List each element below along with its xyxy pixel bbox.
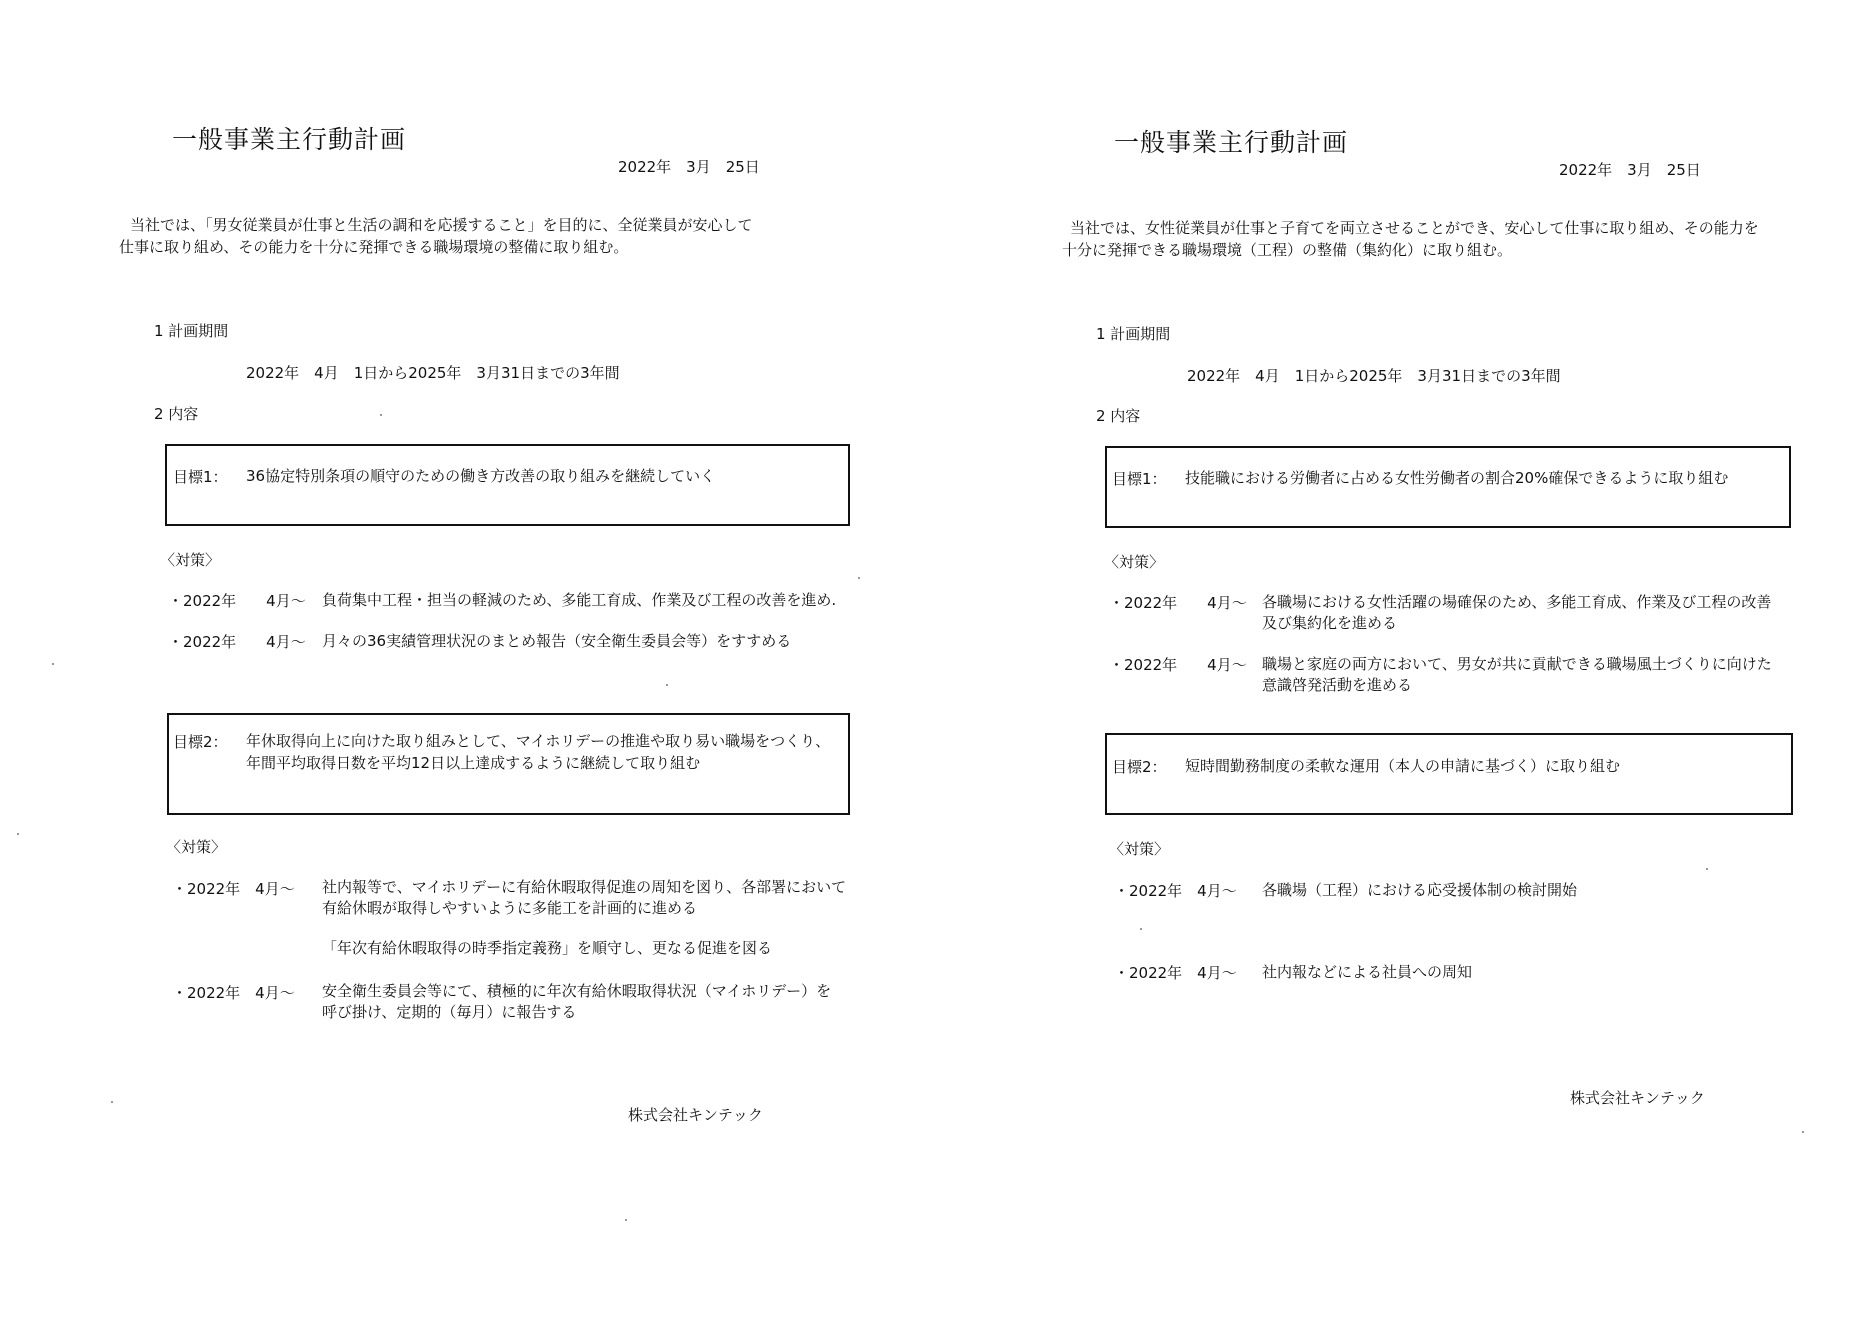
measure-1-1-text-line-1: 負荷集中工程・担当の軽減のため、多能工育成、作業及び工程の改善を進め. xyxy=(322,591,837,609)
measure-2-3-text-line-2: 呼び掛け、定期的（毎月）に報告する xyxy=(322,1003,577,1021)
scan-speck xyxy=(380,414,382,416)
measure-2-1-date: ・2022年 4月～ xyxy=(1114,882,1237,900)
goal-1-text-line-1: 36協定特別条項の順守のための働き方改善の取り組みを継続していく xyxy=(246,467,716,485)
scan-speck xyxy=(1802,1131,1804,1133)
measures-1-heading: 〈対策〉 xyxy=(1104,553,1165,571)
goal-2-box xyxy=(1105,733,1793,815)
measure-1-1-text-line-2: 及び集約化を進める xyxy=(1262,614,1398,632)
measure-1-2-text-line-1: 月々の36実績管理状況のまとめ報告（安全衛生委員会等）をすすめる xyxy=(322,632,792,650)
goal-1-box xyxy=(165,444,850,526)
scan-speck xyxy=(858,577,860,579)
measures-1-heading: 〈対策〉 xyxy=(160,551,221,569)
measure-1-2-date: ・2022年 4月～ xyxy=(168,633,306,651)
goal-1-text-line-1: 技能職における労働者に占める女性労働者の割合20%確保できるように取り組む xyxy=(1185,469,1729,487)
right-page xyxy=(938,0,1876,1326)
measure-2-1-text-line-2: 有給休暇が取得しやすいように多能工を計画的に進める xyxy=(322,899,698,917)
period-heading: 1 計画期間 xyxy=(154,322,229,340)
measure-1-2-text-line-1: 職場と家庭の両方において、男女が共に貢献できる職場風土づくりに向けた xyxy=(1262,655,1772,673)
measures-2-heading: 〈対策〉 xyxy=(1109,840,1170,858)
scan-speck xyxy=(625,1219,627,1221)
measure-1-1-text-line-1: 各職場における女性活躍の場確保のため、多能工育成、作業及び工程の改善 xyxy=(1262,593,1772,611)
period-text: 2022年 4月 1日から2025年 3月31日までの3年間 xyxy=(1187,367,1561,385)
measure-2-2-date: ・2022年 4月～ xyxy=(1114,964,1237,982)
goal-2-label: 目標2： xyxy=(173,733,228,751)
goal-2-text-line-2: 年間平均取得日数を平均12日以上達成するように継続して取り組む xyxy=(246,754,701,772)
content-heading: 2 内容 xyxy=(1096,407,1141,425)
intro-line-1: 当社では、「男女従業員が仕事と生活の調和を応援すること」を目的に、全従業員が安心して xyxy=(130,216,753,234)
measure-1-2-date: ・2022年 4月～ xyxy=(1109,656,1247,674)
intro-line-2: 十分に発揮できる職場環境（工程）の整備（集約化）に取り組む。 xyxy=(1062,241,1513,259)
document-date: 2022年 3月 25日 xyxy=(1559,161,1701,179)
scan-speck xyxy=(52,663,54,665)
intro-line-1: 当社では、女性従業員が仕事と子育てを両立させることができ、安心して仕事に取り組め、その能力を xyxy=(1070,219,1759,237)
measure-2-1-date: ・2022年 4月～ xyxy=(172,880,295,898)
measure-2-3-date: ・2022年 4月～ xyxy=(172,984,295,1002)
company-name: 株式会社キンテック xyxy=(1570,1089,1705,1107)
measures-2-heading: 〈対策〉 xyxy=(166,838,227,856)
measure-2-2-text-line-1: 社内報などによる社員への周知 xyxy=(1262,963,1473,981)
page-title: 一般事業主行動計画 xyxy=(1114,128,1349,157)
measure-1-2-text-line-2: 意識啓発活動を進める xyxy=(1262,676,1413,694)
scan-speck xyxy=(17,833,19,835)
period-text: 2022年 4月 1日から2025年 3月31日までの3年間 xyxy=(246,364,620,382)
goal-2-text-line-1: 短時間勤務制度の柔軟な運用（本人の申請に基づく）に取り組む xyxy=(1185,757,1621,775)
measure-2-2-text-line-1: 「年次有給休暇取得の時季指定義務」を順守し、更なる促進を図る xyxy=(322,939,773,957)
goal-1-label: 目標1： xyxy=(173,468,228,486)
company-name: 株式会社キンテック xyxy=(628,1106,763,1124)
scan-speck xyxy=(111,1101,113,1103)
measure-2-1-text-line-1: 各職場（工程）における応受援体制の検討開始 xyxy=(1262,881,1578,899)
measure-2-1-text-line-1: 社内報等で、マイホリデーに有給休暇取得促進の周知を図り、各部署において xyxy=(322,878,847,896)
goal-2-text-line-1: 年休取得向上に向けた取り組みとして、マイホリデーの推進や取り易い職場をつくり、 xyxy=(246,732,831,750)
scan-speck xyxy=(1140,928,1142,930)
period-heading: 1 計画期間 xyxy=(1096,325,1171,343)
document-date: 2022年 3月 25日 xyxy=(618,158,760,176)
content-heading: 2 内容 xyxy=(154,405,199,423)
page-title: 一般事業主行動計画 xyxy=(172,125,407,154)
measure-1-1-date: ・2022年 4月～ xyxy=(168,592,306,610)
scan-speck xyxy=(666,684,668,686)
scan-speck xyxy=(1706,868,1708,870)
goal-1-box xyxy=(1105,446,1791,528)
intro-line-2: 仕事に取り組め、その能力を十分に発揮できる職場環境の整備に取り組む。 xyxy=(119,238,629,256)
goal-2-box xyxy=(167,713,850,815)
goal-1-label: 目標1： xyxy=(1112,470,1167,488)
measure-2-3-text-line-1: 安全衛生委員会等にて、積極的に年次有給休暇取得状況（マイホリデー）を xyxy=(322,982,832,1000)
goal-2-label: 目標2： xyxy=(1112,758,1167,776)
measure-1-1-date: ・2022年 4月～ xyxy=(1109,594,1247,612)
